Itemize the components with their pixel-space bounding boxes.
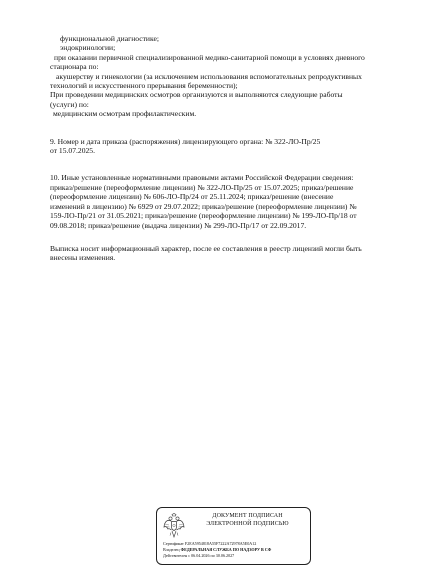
electronic-signature-stamp (156, 507, 311, 565)
text-line: (услуги) по: (50, 99, 89, 109)
stamp-title-line-1: ДОКУМЕНТ ПОДПИСАН (212, 513, 283, 519)
stamp-certificate-row (163, 541, 307, 546)
text-line: При проведении медицинских осмотров организуются и выполняются следующие работы (50, 90, 343, 100)
item-10-line: 10. Иные установленные нормативными правовыми актами Российской Федерации сведения: (50, 173, 354, 183)
text-line: при оказании первичной специализированной медико-санитарной помощи в условиях дневного (54, 52, 365, 62)
owner-value: ФЕДЕРАЛЬНАЯ СЛУЖБА ПО НАДЗОРУ В СФ (180, 547, 272, 552)
item-9-line: от 15.07.2025. (50, 146, 95, 156)
document-body (50, 34, 400, 263)
item-10-line: (переоформление лицензии) № 606-ЛО-Пр/24 от 25.11.2024; приказ/решение (внесение (50, 192, 334, 202)
spacer (50, 155, 400, 173)
item-10-line: 159-ЛО-Пр/21 от 31.05.2021; приказ/решение (переоформление лицензии) № 199-ЛО-Пр/18 от (50, 211, 357, 221)
certificate-value: F2EA5954818A55F7222A72978A5E0A12 (184, 541, 257, 546)
text-line: стационара по: (50, 62, 99, 72)
item-10-line: изменений в лицензию) № 6929 от 29.07.2022; приказ/решение (переоформление лицензии) № (50, 201, 357, 211)
spacer (50, 230, 400, 244)
certificate-label: Сертификат (163, 541, 184, 546)
text-line: функциональной диагностике; (60, 34, 159, 43)
text-line: акушерству и гинекологии (за исключением использования вспомогательных репродуктивных (56, 71, 362, 81)
text-line: медицинским осмотрам профилактическим. (53, 109, 197, 119)
spacer (50, 119, 400, 137)
text-line: технологий и искусственного прерывания беременности); (50, 81, 238, 91)
item-10-line: 09.08.2018; приказ/решение (выдача лицензии) № 299-ЛО-Пр/17 от 22.09.2017. (50, 220, 307, 230)
footer-note-line: внесены изменения. (50, 253, 116, 263)
stamp-validity-row: Действителен с 06.04.2026 по 30.06.2027 (163, 553, 235, 558)
stamp-owner-row (163, 547, 307, 552)
text-line: эндокринологии; (60, 43, 116, 53)
item-9-line: 9. Номер и дата приказа (распоряжения) лицензирующего органа: № 322-ЛО-Пр/25 (50, 136, 321, 146)
stamp-title-line-2: ЭЛЕКТРОННОЙ ПОДПИСЬЮ (206, 521, 289, 527)
russian-coat-of-arms-icon (163, 513, 185, 539)
owner-label: Владелец (163, 547, 180, 552)
footer-note-line: Выписка носит информационный характер, после ее составления в реестр лицензий могли быть (50, 243, 362, 253)
item-10-line: приказ/решение (переоформление лицензии) № 322-ЛО-Пр/25 от 15.07.2025; приказ/решение (50, 182, 354, 192)
